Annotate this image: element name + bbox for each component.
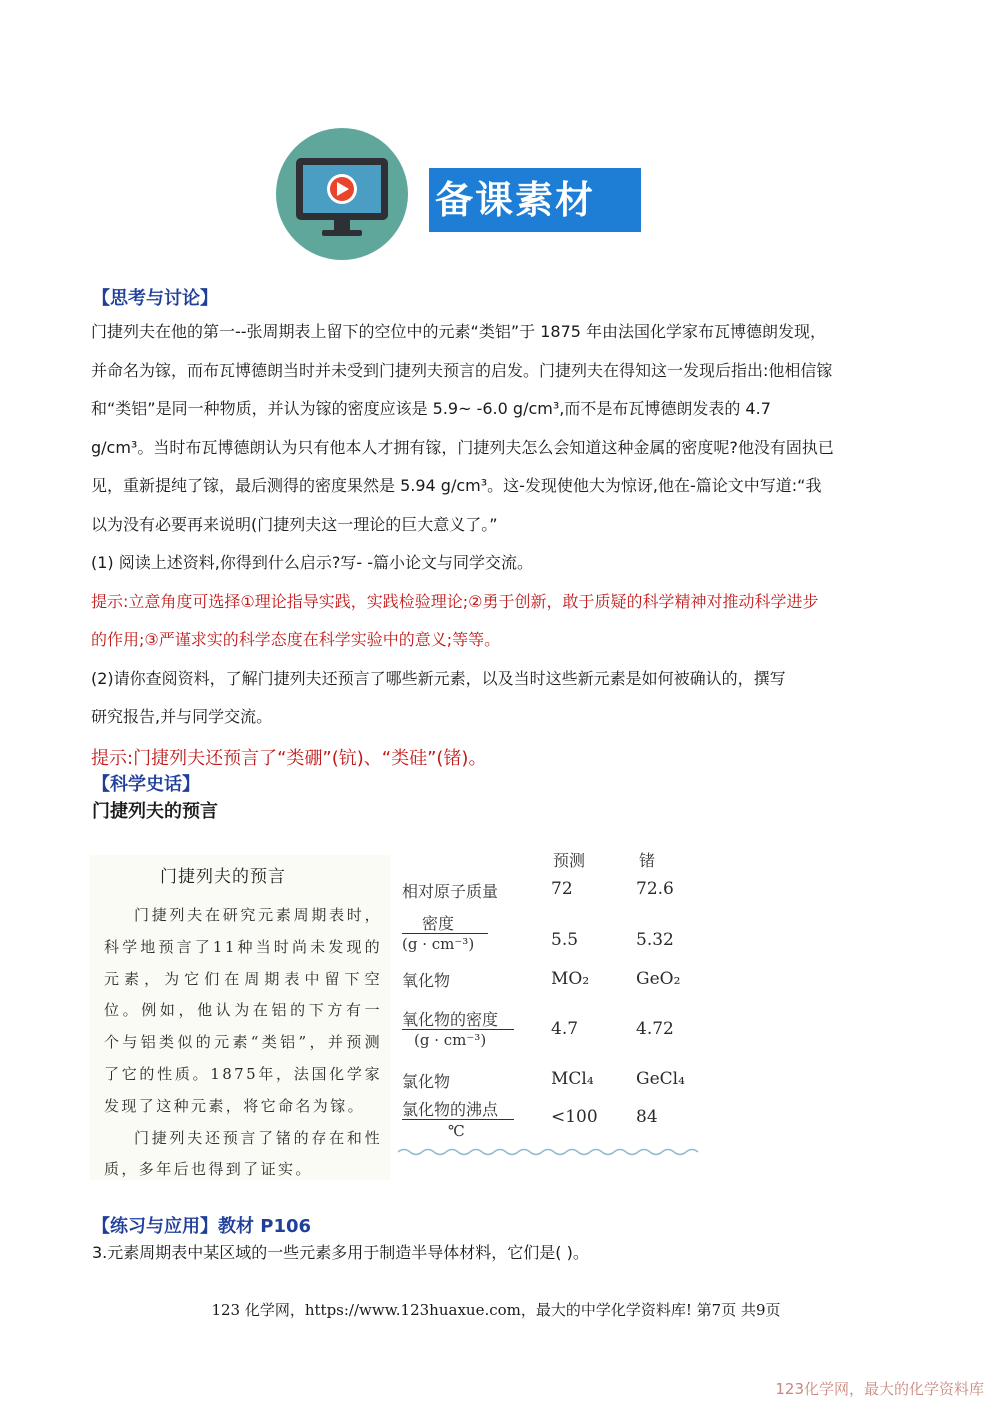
table-cell-actual: 72.6 [636, 879, 674, 899]
paragraph-line: 以为没有必要再来说明(门捷列夫这一理论的巨大意义了。” [91, 514, 498, 534]
hint-1-line: 提示:立意角度可选择①理论指导实践，实践检验理论;②勇于创新，敢于质疑的科学精神对推动科学进步 [91, 591, 819, 611]
table-row-label-unit: ℃ [448, 1122, 465, 1140]
table-cell-actual: GeCl₄ [636, 1069, 685, 1089]
watermark: 123化学网，最大的化学资料库 [775, 1380, 984, 1398]
section-heading-practice: 【练习与应用】教材 P106 [92, 1216, 312, 1237]
table-header-germanium: 锗 [639, 851, 656, 870]
hint-2: 提示:门捷列夫还预言了“类硼”(钪)、“类硅”(锗)。 [91, 748, 487, 769]
table-cell-predicted: 72 [551, 879, 573, 899]
hint-1-line: 的作用;③严谨求实的科学态度在科学实验中的意义;等等。 [91, 630, 501, 649]
table-row-label: 氧化物 [402, 971, 451, 990]
paragraph-line: 见，重新提纯了镓，最后测得的密度果然是 5.94 g/cm³。这-发现使他大为惊讶,他在-篇论文中写道:“我 [91, 476, 822, 495]
table-cell-actual: 5.32 [636, 930, 674, 950]
fraction-line [402, 933, 488, 934]
table-cell-predicted: MO₂ [551, 969, 590, 989]
table-row-label: 氯化物 [402, 1072, 451, 1091]
paragraph-line: g/cm³。当时布瓦博德朗认为只有他本人才拥有镓，门捷列夫怎么会知道这种金属的密度呢?他没有固执已 [91, 437, 834, 457]
figure-title: 门捷列夫的预言 [160, 867, 286, 887]
fraction-line [402, 1029, 514, 1030]
table-cell-predicted: <100 [551, 1107, 598, 1127]
fraction-line [402, 1119, 514, 1120]
figure-paragraph: 门捷列夫在研究元素周期表时，科学地预言了11种当时尚未发现的元素，为它们在周期表中留下空位。例如，他认为在铝的下方有一个与铝类似的元素“类铝”，并预测了它的性质。1875年，法国化学家发现了这种元素，将它命名为镓。 [104, 906, 382, 1115]
paragraph-line: 门捷列夫在他的第一--张周期表上留下的空位中的元素“类铝”于 1875 年由法国化学家布瓦博德朗发现， [91, 322, 827, 341]
table-header-predicted: 预测 [553, 851, 586, 870]
table-cell-predicted: 5.5 [551, 930, 579, 950]
question-3: 3.元素周期表中某区域的一些元素多用于制造半导体材料，它们是( )。 [92, 1243, 589, 1262]
monitor-play-icon [276, 128, 408, 260]
banner-monitor-icon-circle [276, 128, 408, 260]
table-row-label: 氯化物的沸点 [402, 1100, 499, 1119]
figure-paragraphs [104, 900, 382, 1186]
table-cell-predicted: 4.7 [551, 1019, 579, 1039]
table-row-label: 密度 [422, 914, 455, 933]
section-heading-history: 【科学史话】 [92, 774, 200, 795]
table-wavy-border [398, 1146, 704, 1158]
section-heading-think: 【思考与讨论】 [92, 288, 218, 309]
table-cell-actual: 84 [636, 1107, 658, 1127]
question-1: (1) 阅读上述资料,你得到什么启示?写- -篇小论文与同学交流。 [91, 553, 533, 572]
paragraph-line: 并命名为镓，而布瓦博德朗当时并未受到门捷列夫预言的启发。门捷列夫在得知这一发现后指出:他相信镓 [91, 360, 833, 380]
table-row-label: 氧化物的密度 [402, 1010, 499, 1029]
banner-title: 备课素材 [429, 168, 641, 232]
table-row-label-unit: (g · cm⁻³) [402, 935, 475, 953]
table-row-label: 相对原子质量 [402, 882, 499, 901]
figure-paragraph: 门捷列夫还预言了锗的存在和性质，多年后也得到了证实。 [104, 1128, 382, 1179]
page-footer: 123 化学网，https://www.123huaxue.com，最大的中学化学资料库! 第7页 共9页 [211, 1301, 781, 1319]
table-cell-predicted: MCl₄ [551, 1069, 594, 1089]
question-2-line: (2)请你查阅资料，了解门捷列夫还预言了哪些新元素，以及当时这些新元素是如何被确认的，撰写 [91, 668, 786, 688]
paragraph-line: 和“类铝”是同一种物质，并认为镓的密度应该是 5.9~ -6.0 g/cm³,而不是布瓦博德朗发表的 4.7 [91, 399, 771, 418]
table-cell-actual: GeO₂ [636, 969, 681, 989]
table-row-label-unit: (g · cm⁻³) [414, 1031, 487, 1049]
section-subtitle: 门捷列夫的预言 [92, 801, 218, 822]
table-cell-actual: 4.72 [636, 1019, 674, 1039]
question-2-line: 研究报告,并与同学交流。 [91, 707, 273, 726]
section1-paragraph [91, 313, 921, 737]
